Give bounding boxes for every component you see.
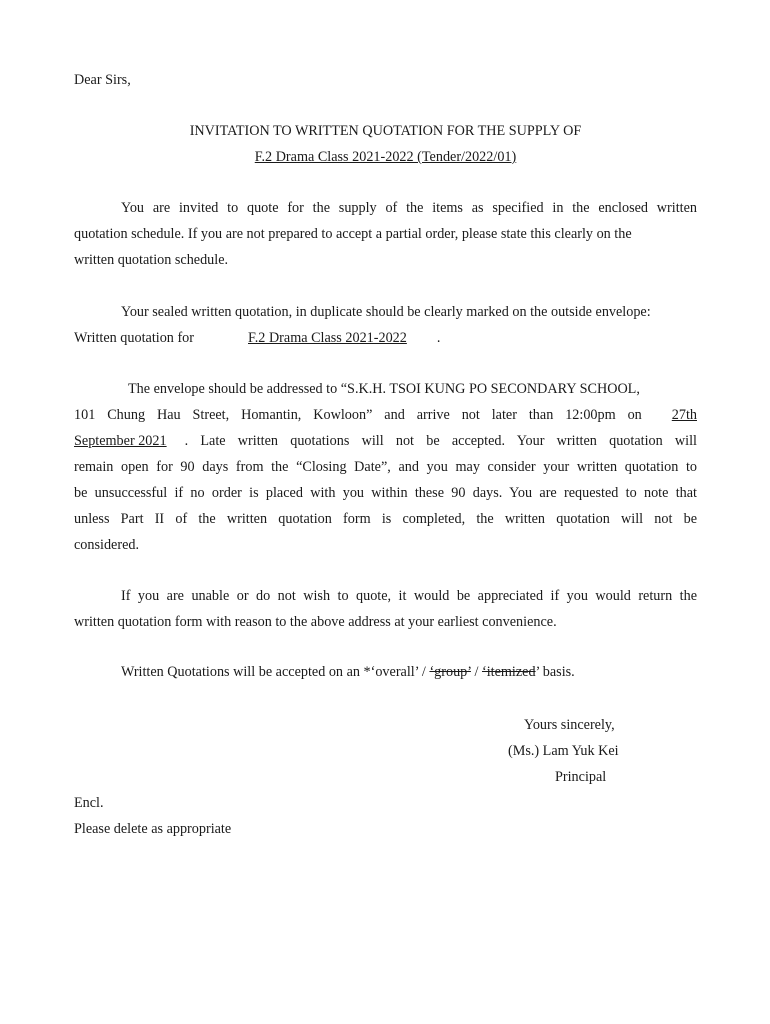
closing-date-day: 27th <box>671 407 697 423</box>
paragraph-2-line-2 <box>74 330 697 347</box>
paragraph-3-line-1: The envelope should be addressed to “S.K.H. TSOI KUNG PO SECONDARY SCHOOL, <box>128 381 640 397</box>
delete-note: Please delete as appropriate <box>74 821 232 837</box>
paragraph-5-line-1 <box>74 664 697 681</box>
salutation: Dear Sirs, <box>74 72 131 88</box>
address-text: 101 Chung Hau Street, Homantin, Kowloon” and arrive not later than 12:00pm on <box>74 407 642 423</box>
letter-title: INVITATION TO WRITTEN QUOTATION FOR THE SUPPLY OF <box>189 123 582 139</box>
signatory-name: (Ms.) Lam Yuk Kei <box>508 743 619 759</box>
paragraph-2-line-1: Your sealed written quotation, in duplicate should be clearly marked on the outside envelope: <box>121 304 651 320</box>
paragraph-3-line-2 <box>74 407 697 424</box>
quotation-subject: F.2 Drama Class 2021-2022 <box>248 330 407 346</box>
signatory-title: Principal <box>555 769 607 785</box>
paragraph-1-line-2: quotation schedule. If you are not prepared to accept a partial order, please state this clearly on the <box>74 226 632 242</box>
paragraph-3-line-3 <box>74 433 697 450</box>
closing-date-month: September 2021 <box>74 433 167 449</box>
paragraph-4-line-2: written quotation form with reason to the above address at your earliest convenience. <box>74 614 557 630</box>
basis-prefix: Written Quotations will be accepted on an *‘overall’ / <box>121 664 430 680</box>
paragraph-3-line-5: be unsuccessful if no order is placed with you within these 90 days. You are requested to note that <box>74 485 697 501</box>
closing-phrase: Yours sincerely, <box>524 717 615 733</box>
paragraph-1-line-3: written quotation schedule. <box>74 252 229 268</box>
quotation-label: Written quotation for <box>74 330 194 346</box>
basis-itemized-struck: ‘itemized <box>481 664 536 680</box>
paragraph-1-line-1: You are invited to quote for the supply of the items as specified in the enclosed written <box>121 200 697 216</box>
late-quotation-text: . Late written quotations will not be accepted. Your written quotation will <box>184 433 697 449</box>
paragraph-3-line-6: unless Part II of the written quotation form is completed, the written quotation will not be <box>74 511 697 527</box>
basis-suffix: ’ basis. <box>535 664 575 680</box>
basis-separator: / <box>470 664 482 680</box>
paragraph-3-line-7: considered. <box>74 537 140 553</box>
period: . <box>436 330 441 346</box>
paragraph-4-line-1: If you are unable or do not wish to quote, it would be appreciated if you would return the <box>121 588 697 604</box>
basis-group-struck: ‘group’ <box>429 664 471 680</box>
paragraph-3-line-4: remain open for 90 days from the “Closing Date”, and you may consider your written quotation to <box>74 459 697 475</box>
tender-reference: F.2 Drama Class 2021-2022 (Tender/2022/01) <box>254 149 517 165</box>
letter-subtitle <box>74 149 697 166</box>
enclosure-note: Encl. <box>74 795 104 811</box>
